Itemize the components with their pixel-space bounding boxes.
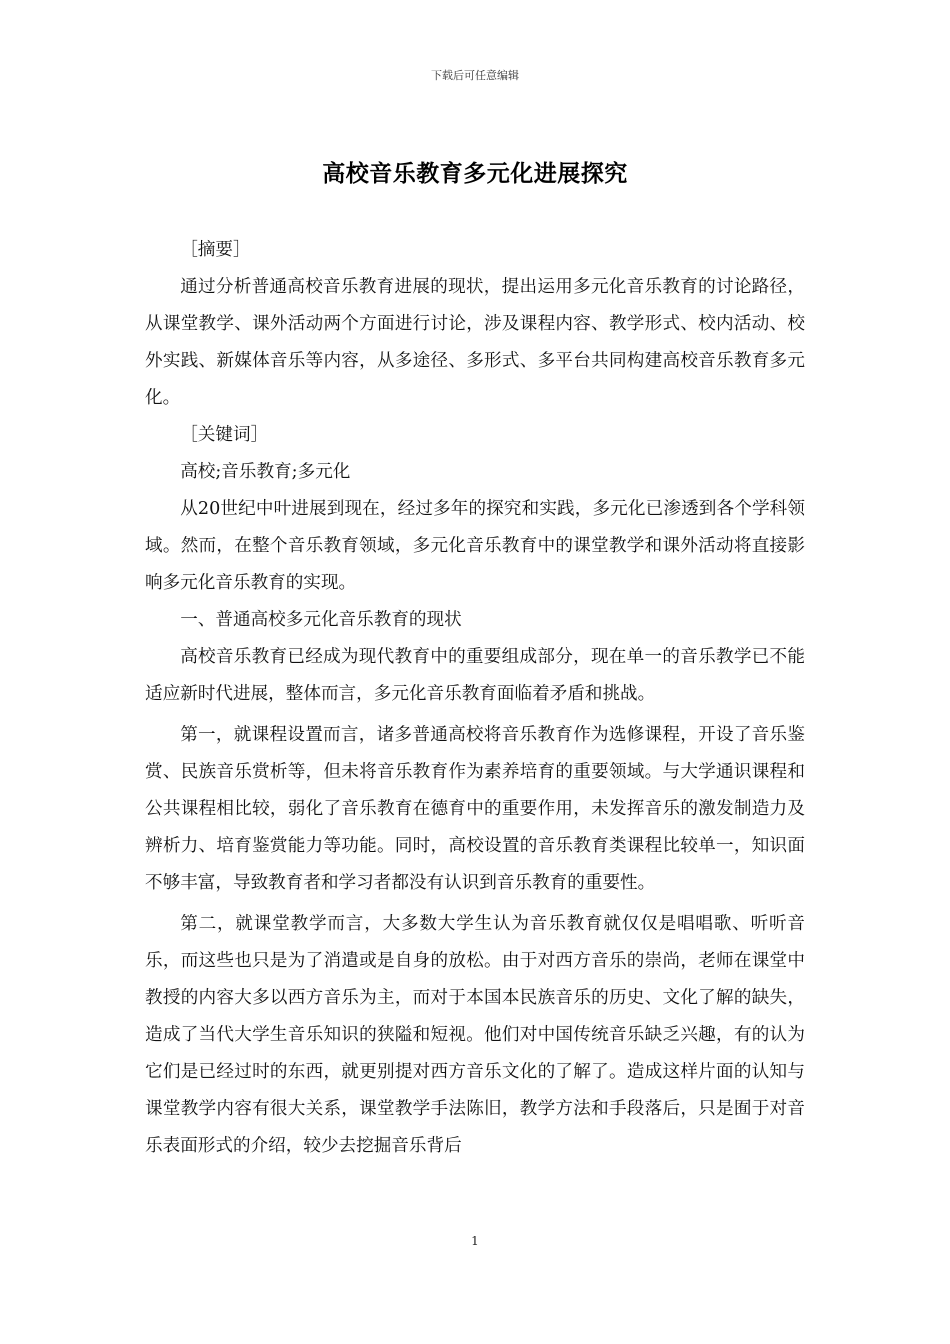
body-paragraph: 第一，就课程设置而言，诸多普通高校将音乐教育作为选修课程，开设了音乐鉴赏、民族音乐赏析等，但未将音乐教育作为素养培育的重要领域。与大学通识课程和公共课程相比较，弱化了音乐教育在德育中的重要作用，未发挥音乐的激发制造力及辨析力、培育鉴赏能力等功能。同时，高校设置的音乐教育类课程比较单一，知识面不够丰富，导致教育者和学习者都没有认识到音乐教育的重要性。: [145, 725, 805, 893]
body-paragraph: 第二，就课堂教学而言，大多数大学生认为音乐教育就仅仅是唱唱歌、听听音乐，而这些也只是为了消遣或是自身的放松。由于对西方音乐的崇尚，老师在课堂中教授的内容大多以西方音乐为主，而对于本国本民族音乐的历史、文化了解的缺失，造成了当代大学生音乐知识的狭隘和短视。他们对中国传统音乐缺乏兴趣，有的认为它们是已经过时的东西，就更别提对西方音乐文化的了解了。造成这样片面的认知与课堂教学内容有很大关系，课堂教学手法陈旧，教学方法和手段落后，只是囿于对音乐表面形式的介绍，较少去挖掘音乐背后: [145, 914, 805, 1156]
header-note: 下载后可任意编辑: [431, 69, 519, 82]
intro-paragraph: 从20世纪中叶进展到现在，经过多年的探究和实践，多元化已渗透到各个学科领域。然而，在整个音乐教育领域，多元化音乐教育中的课堂教学和课外活动将直接影响多元化音乐教育的实现。: [145, 499, 805, 593]
document-title: 高校音乐教育多元化进展探究: [322, 160, 628, 187]
keywords-line: 高校;音乐教育;多元化: [180, 462, 351, 482]
body-paragraph: 高校音乐教育已经成为现代教育中的重要组成部分，现在单一的音乐教学已不能适应新时代进展，整体而言，多元化音乐教育面临着矛盾和挑战。: [145, 647, 805, 704]
abstract-paragraph: 通过分析普通高校音乐教育进展的现状，提出运用多元化音乐教育的讨论路径，从课堂教学、课外活动两个方面进行讨论，涉及课程内容、教学形式、校内活动、校外实践、新媒体音乐等内容，从多途径、多形式、多平台共同构建高校音乐教育多元化。: [145, 277, 805, 408]
page-number: 1: [471, 1234, 479, 1248]
document-body: [145, 232, 805, 1165]
section-heading: 一、普通高校多元化音乐教育的现状: [180, 610, 462, 630]
keywords-heading: ［关键词］: [180, 425, 269, 445]
abstract-heading: ［摘要］: [180, 240, 251, 260]
